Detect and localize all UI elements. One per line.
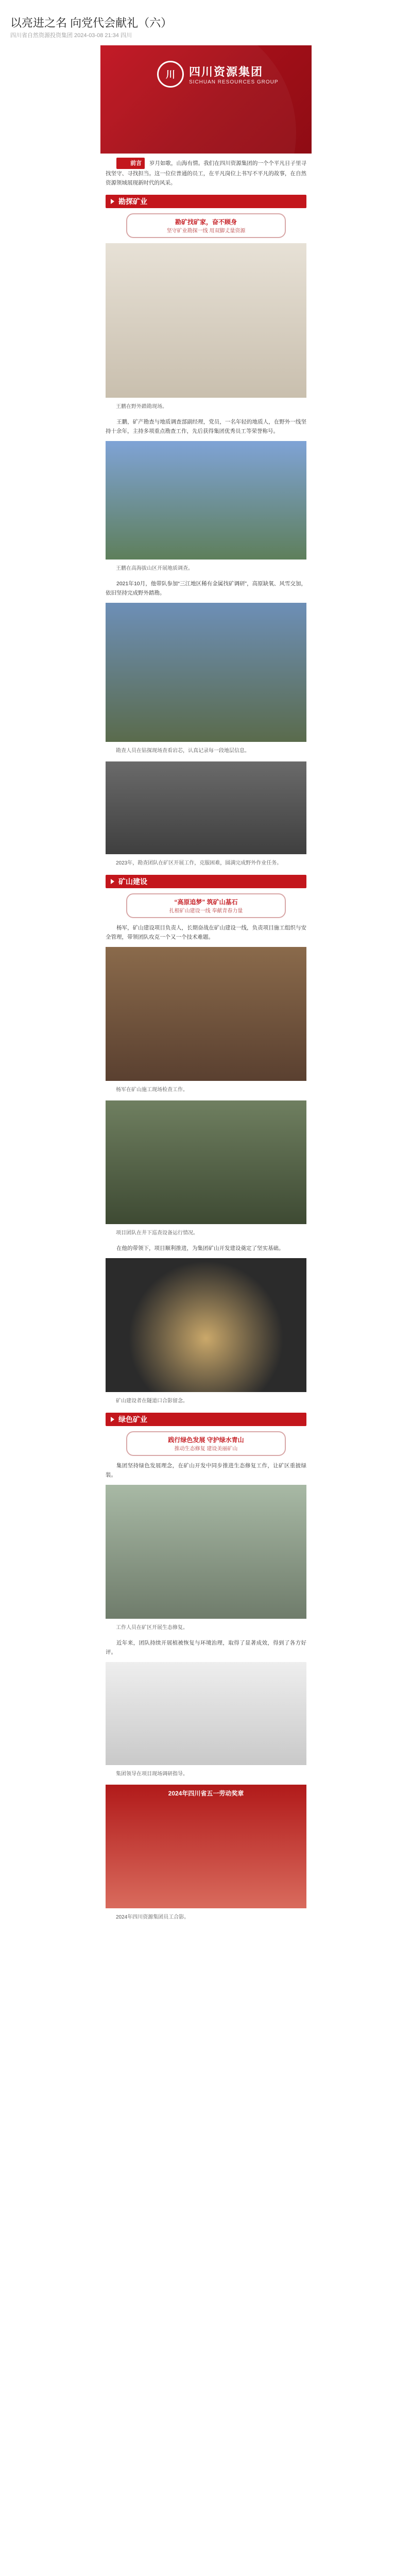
section-head-1 [106, 195, 306, 208]
brand-name-cn: 四川资源集团 [189, 65, 264, 78]
photo-underground [106, 1100, 306, 1224]
section-paragraph: 2021年10月，他带队参加“三江地区稀有金属找矿调研”，高原缺氧、风雪交加，依旧坚持完成野外踏勘。 [106, 581, 306, 596]
top-spacer [0, 0, 412, 14]
brand-banner [100, 45, 312, 154]
photo-caption: 集团领导在项目现场调研指导。 [116, 1771, 188, 1777]
section-paragraph: 杨军，矿山建设项目负责人，长期奋战在矿山建设一线，负责项目施工组织与安全管理，带领团队攻克一个又一个技术难题。 [106, 925, 306, 940]
section-bubble [126, 893, 286, 918]
section-head-2 [106, 875, 306, 888]
photo-portrait [106, 243, 306, 398]
section-paragraph: 近年来，团队持续开展植被恢复与环境治理，取得了显著成效，得到了各方好评。 [106, 1640, 306, 1655]
section-body-1 [0, 213, 412, 868]
article-meta: 四川省自然资源投资集团 2024-03-08 21:34 四川 [10, 32, 132, 39]
photo-restoration [106, 1485, 306, 1619]
section-arrow-icon [111, 879, 114, 884]
photo-caption: 王鹏在高海拔山区开展地质调查。 [116, 566, 193, 571]
group-photo-title: 2024年四川省五一劳动奖章 [168, 1790, 244, 1797]
section-arrow-icon [111, 1417, 114, 1422]
brand-logo [157, 61, 279, 88]
photo-caption: 2023年，勘查团队在矿区开展工作，克服困难，圆满完成野外作业任务。 [116, 860, 282, 866]
article-title: 以亮进之名 向党代会献礼（六） [10, 16, 173, 29]
photo-site [106, 761, 306, 854]
bubble-title: 勘矿找矿家，奋不顾身 [175, 218, 237, 226]
photo-tunnel [106, 1258, 306, 1392]
section-paragraph: 集团坚持绿色发展理念，在矿山开发中同步推进生态修复工作，让矿区重披绿装。 [106, 1463, 306, 1478]
photo-caption: 2024年四川资源集团员工合影。 [116, 1914, 190, 1920]
intro-badge: 前言 [116, 158, 145, 169]
section-title: 矿山建设 [118, 877, 147, 886]
intro-paragraph [106, 158, 306, 188]
photo-meeting [106, 1662, 306, 1765]
photo-caption: 王鹏在野外踏勘现场。 [116, 404, 167, 410]
photo-field [106, 441, 306, 560]
bubble-title: “高原追梦” 筑矿山基石 [174, 899, 238, 906]
section-paragraph: 王鹏，矿产勘查与地质调查部副经理，党员，一名年轻的地质人，在野外一线坚持十余年，主持多项重点勘查工作，先后获得集团优秀员工等荣誉称号。 [106, 419, 306, 434]
photo-group [106, 1785, 306, 1908]
photo-caption: 矿山建设者在隧道口合影留念。 [116, 1398, 188, 1404]
section-head-3 [106, 1413, 306, 1426]
bubble-title: 践行绿色发展 守护绿水青山 [168, 1436, 244, 1444]
photo-caption: 工作人员在矿区开展生态修复。 [116, 1625, 188, 1631]
section-arrow-icon [111, 199, 114, 204]
photo-caption: 杨军在矿山施工现场检查工作。 [116, 1087, 188, 1093]
section-body-3 [0, 1431, 412, 1922]
section-bubble [126, 213, 286, 238]
section-paragraph: 在他的带领下，项目顺利推进，为集团矿山开发建设奠定了坚实基础。 [116, 1245, 284, 1251]
bubble-subtitle: 推动生态修复 建设美丽矿山 [174, 1446, 238, 1452]
brand-mark-icon: 川 [157, 61, 184, 88]
photo-mine-site [106, 947, 306, 1081]
intro-text: 岁月如歌，山海有情。我们在四川资源集团的一个个平凡日子里寻找坚守、寻找担当。这一位位普通的员工，在平凡岗位上书写不平凡的故事，在自然资源领域展现新时代的风采。 [106, 160, 306, 186]
section-body-2 [0, 893, 412, 1405]
bubble-subtitle: 坚守矿业勘探一线 用双脚丈量资源 [166, 228, 246, 234]
brand-name-en: SICHUAN RESOURCES GROUP [189, 79, 279, 85]
section-title: 勘探矿业 [118, 197, 147, 206]
photo-caption: 勘查人员在钻探现场查看岩芯，认真记录每一段地层信息。 [116, 748, 250, 754]
bubble-subtitle: 扎根矿山建设一线 奉献青春力量 [169, 908, 243, 914]
intro-block [0, 158, 412, 188]
brand-text [189, 63, 279, 85]
section-title: 绿色矿业 [118, 1415, 147, 1423]
photo-drilling [106, 603, 306, 742]
section-bubble [126, 1431, 286, 1456]
photo-caption: 项目团队在井下巡查设备运行情况。 [116, 1230, 198, 1236]
